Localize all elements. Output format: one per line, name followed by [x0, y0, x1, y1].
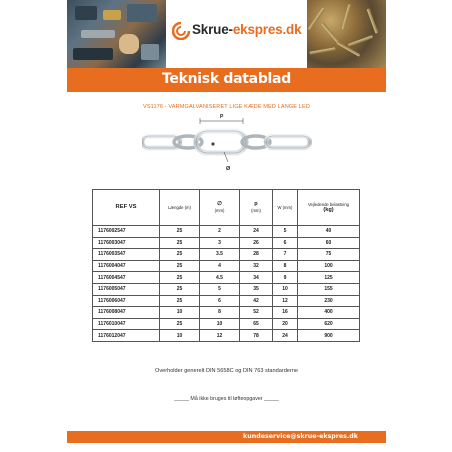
cell-ref: 1176003047	[93, 237, 160, 249]
cell-pitch: 26	[240, 237, 273, 249]
tools-photo	[67, 0, 166, 68]
cell-diameter: 3.5	[200, 249, 240, 261]
cell-ref: 1176010047	[93, 318, 160, 330]
table-row	[93, 260, 360, 272]
col-header-diameter: ∅ (mm)	[200, 190, 240, 226]
cell-diameter: 8	[200, 307, 240, 319]
cell-width: 24	[273, 330, 298, 342]
cell-pitch: 34	[240, 272, 273, 284]
cell-length: 10	[160, 330, 200, 342]
cell-load: 100	[298, 260, 360, 272]
brand-logo-text: Skrue-ekspres.dk	[192, 22, 302, 37]
cell-load: 40	[298, 226, 360, 238]
screws-photo	[307, 0, 386, 68]
col-header-length: Længde (m)	[160, 190, 200, 226]
cell-load: 155	[298, 283, 360, 295]
cell-width: 16	[273, 307, 298, 319]
cell-pitch: 65	[240, 318, 273, 330]
cell-diameter: 5	[200, 283, 240, 295]
cell-diameter: 12	[200, 330, 240, 342]
cell-width: 7	[273, 249, 298, 261]
col-header-load: Vejledende belastning (kg)	[298, 190, 360, 226]
cell-pitch: 24	[240, 226, 273, 238]
cell-pitch: 52	[240, 307, 273, 319]
footer-bar	[67, 431, 386, 443]
cell-pitch: 35	[240, 283, 273, 295]
table-row	[93, 249, 360, 261]
cell-width: 5	[273, 226, 298, 238]
cell-ref: 1176004547	[93, 272, 160, 284]
cell-length: 25	[160, 318, 200, 330]
table-row	[93, 283, 360, 295]
table-row	[93, 226, 360, 238]
cell-ref: 1176004047	[93, 260, 160, 272]
header-banner	[67, 0, 386, 68]
page-title: Teknisk datablad	[162, 71, 291, 87]
cell-length: 25	[160, 237, 200, 249]
table-row	[93, 318, 360, 330]
cell-length: 25	[160, 226, 200, 238]
cell-length: 25	[160, 272, 200, 284]
cell-diameter: 10	[200, 318, 240, 330]
footer-email: kundeservice@skrue-ekspres.dk	[243, 432, 358, 440]
cell-diameter: 3	[200, 237, 240, 249]
cell-pitch: 32	[240, 260, 273, 272]
cell-diameter: 4.5	[200, 272, 240, 284]
cell-ref: 1176012047	[93, 330, 160, 342]
cell-width: 9	[273, 272, 298, 284]
cell-ref: 1176005047	[93, 283, 160, 295]
cell-length: 25	[160, 283, 200, 295]
cell-ref: 1176008047	[93, 307, 160, 319]
cell-load: 60	[298, 237, 360, 249]
table-row	[93, 330, 360, 342]
cell-length: 25	[160, 260, 200, 272]
cell-load: 125	[298, 272, 360, 284]
cell-ref: 1176006047	[93, 295, 160, 307]
table-row	[93, 307, 360, 319]
cell-diameter: 6	[200, 295, 240, 307]
spec-table	[92, 189, 360, 342]
cell-length: 10	[160, 307, 200, 319]
cell-diameter: 2	[200, 226, 240, 238]
col-header-pitch: p (mm)	[240, 190, 273, 226]
cell-pitch: 42	[240, 295, 273, 307]
col-header-ref: REF VS	[93, 190, 160, 226]
cell-length: 25	[160, 249, 200, 261]
cell-width: 6	[273, 237, 298, 249]
lifting-warning: _____ Må ikke bruges til løfteopgaver _____	[174, 396, 279, 402]
cell-load: 620	[298, 318, 360, 330]
cell-diameter: 4	[200, 260, 240, 272]
cell-ref: 1176002547	[93, 226, 160, 238]
table-row	[93, 237, 360, 249]
cell-ref: 1176003547	[93, 249, 160, 261]
cell-width: 12	[273, 295, 298, 307]
cell-length: 25	[160, 295, 200, 307]
dim-label-d: Ø	[226, 166, 231, 172]
table-row	[93, 272, 360, 284]
cell-width: 20	[273, 318, 298, 330]
cell-width: 10	[273, 283, 298, 295]
cell-pitch: 78	[240, 330, 273, 342]
logo-area	[166, 0, 307, 68]
col-header-width: W (mm)	[273, 190, 298, 226]
brand-logo-icon	[172, 22, 190, 40]
cell-pitch: 28	[240, 249, 273, 261]
standards-note: Overholder generelt DIN 5658C og DIN 763 standarderne	[154, 368, 299, 374]
product-subtitle: VS1176 - VARMGALVANISERET LIGE KÆDE MED LANGE LED	[143, 104, 310, 110]
table-header-row	[93, 190, 360, 226]
cell-load: 75	[298, 249, 360, 261]
cell-load: 400	[298, 307, 360, 319]
dim-label-p: P	[220, 114, 224, 120]
chain-drawing	[142, 110, 312, 176]
cell-load: 900	[298, 330, 360, 342]
table-row	[93, 295, 360, 307]
cell-load: 230	[298, 295, 360, 307]
cell-width: 8	[273, 260, 298, 272]
title-bar	[67, 68, 386, 92]
